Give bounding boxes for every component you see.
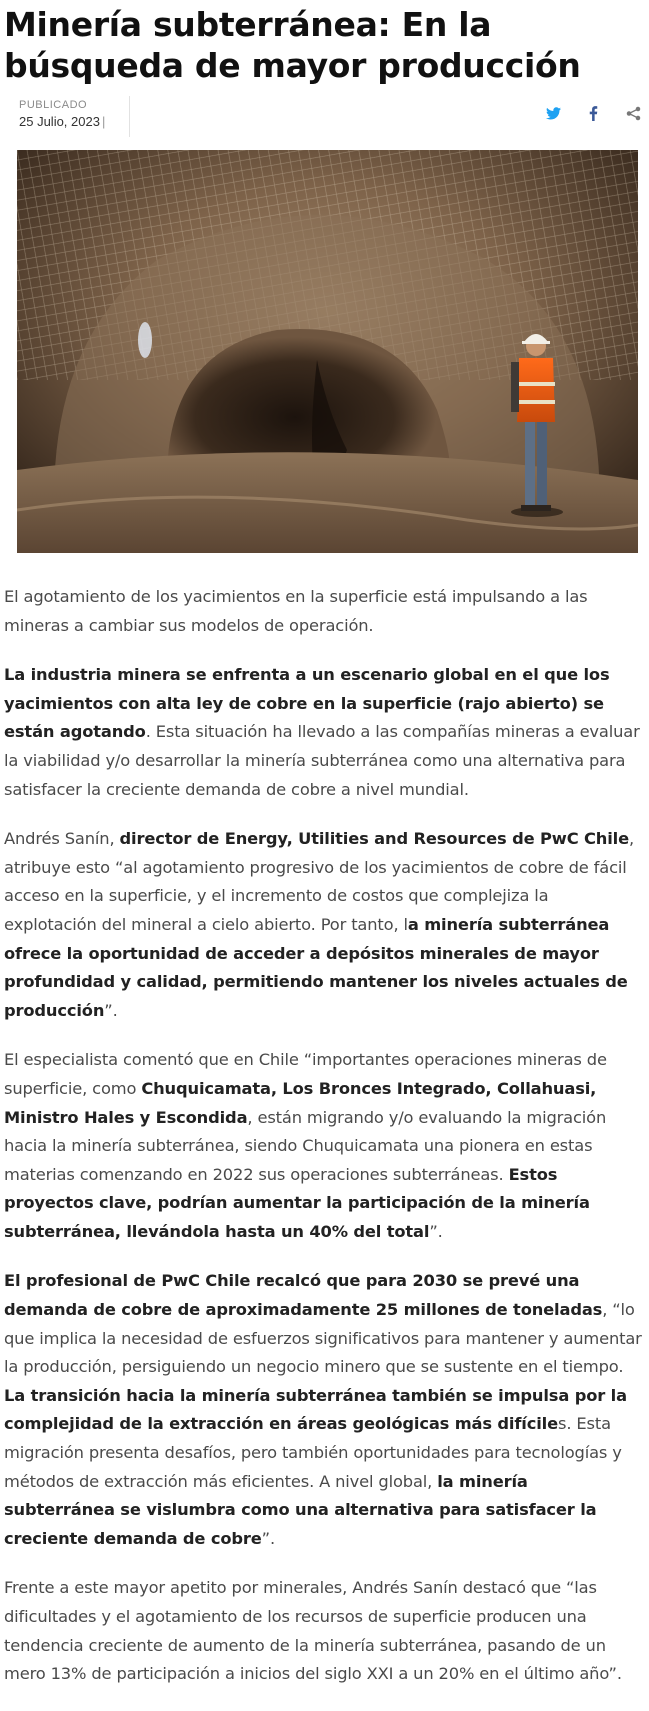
article-paragraph xyxy=(4,1574,643,1688)
bold-text: La industria minera se enfrenta a un escenario global en el que los yacimientos con alta ley de cobre en la superficie (rajo abierto) se están agotando xyxy=(4,665,610,742)
facebook-icon[interactable] xyxy=(585,105,601,121)
paragraph-text: ”. xyxy=(429,1221,443,1241)
bold-text: a minería subterránea ofrece la oportunidad de acceder a depósitos minerales de mayor profundidad y calidad, permitiendo mantener los niveles actuales de producción xyxy=(4,914,628,1020)
published-date: 25 Julio, 2023 xyxy=(19,114,100,129)
article-title: Minería subterránea: En la búsqueda de mayor producción xyxy=(4,5,581,85)
article-body xyxy=(4,583,645,1689)
article-paragraph xyxy=(4,661,643,804)
bold-text: El profesional de PwC Chile recalcó que para 2030 se prevé una demanda de cobre de aproximadamente 25 millones de toneladas xyxy=(4,1271,603,1320)
paragraph-text: ”. xyxy=(261,1528,275,1548)
paragraph-text: . Esta situación ha llevado a las compañías mineras a evaluar la viabilidad y/o desarrollar la minería subterránea como una alternativa para satisfacer la creciente demanda de cobre a nivel mundial. xyxy=(4,722,640,799)
paragraph-text: ”. xyxy=(104,1000,118,1020)
paragraph-text: El especialista comentó que en Chile “importantes operaciones mineras de superficie, como xyxy=(4,1050,607,1098)
bold-text: La transición hacia la minería subterránea también se impulsa por la complejidad de la extracción en áreas geológicas más difícile xyxy=(4,1385,627,1434)
paragraph-text: s. Esta migración presenta desafíos, pero también oportunidades para tecnologías y métodos de extracción más eficientes. A nivel global, xyxy=(4,1414,622,1491)
twitter-icon[interactable] xyxy=(545,105,561,121)
paragraph-text: , están migrando y/o evaluando la migración hacia la minería subterránea, siendo Chuquicamata una pionera en estas materias comenzando en 2022 sus operaciones subterráneas. xyxy=(4,1107,607,1184)
share-icon[interactable] xyxy=(625,105,641,121)
mine-tunnel-illustration xyxy=(17,150,638,553)
bold-text: director de Energy, Utilities and Resources de PwC Chile xyxy=(119,829,629,849)
paragraph-text: Frente a este mayor apetito por minerales, Andrés Sanín destacó que “las dificultades y el agotamiento de los recursos de superficie producen una tendencia creciente de aumento de la minería subterránea, pasando de un mero 13% de participación a inicios del siglo XXI a un 20% en el último año”. xyxy=(4,1578,622,1684)
published-label: PUBLICADO xyxy=(19,99,88,111)
paragraph-text: , atribuye esto “al agotamiento progresivo de los yacimientos de cobre de fácil acceso en la superficie, y el incremento de costos que complejiza la explotación del mineral a cielo abierto. Por tanto, l xyxy=(4,829,635,934)
hero-image xyxy=(17,150,638,553)
bold-text: Estos proyectos clave, podrían aumentar la participación de la minería subterránea, llevándola hasta un 40% del total xyxy=(4,1164,590,1241)
paragraph-text: , “lo que implica la necesidad de esfuerzos significativos para mantener y aumentar la producción, persiguiendo un negocio minero que se sustente en el tiempo. xyxy=(4,1300,642,1377)
article-meta xyxy=(19,96,641,142)
article-paragraph xyxy=(4,825,643,1025)
bold-text: Chuquicamata, Los Bronces Integrado, Collahuasi, Ministro Hales y Escondida xyxy=(4,1078,597,1127)
paragraph-text: El agotamiento de los yacimientos en la superficie está impulsando a las mineras a cambiar sus modelos de operación. xyxy=(4,587,588,635)
article-paragraph xyxy=(4,1267,643,1553)
paragraph-text: Andrés Sanín, xyxy=(4,829,120,849)
article-paragraph xyxy=(4,583,643,640)
date-separator: | xyxy=(101,114,106,129)
article-paragraph xyxy=(4,1046,643,1246)
share-bar xyxy=(545,105,641,121)
bold-text: la minería subterránea se vislumbra como una alternativa para satisfacer la creciente demanda de cobre xyxy=(4,1471,597,1548)
publish-info xyxy=(19,96,130,137)
